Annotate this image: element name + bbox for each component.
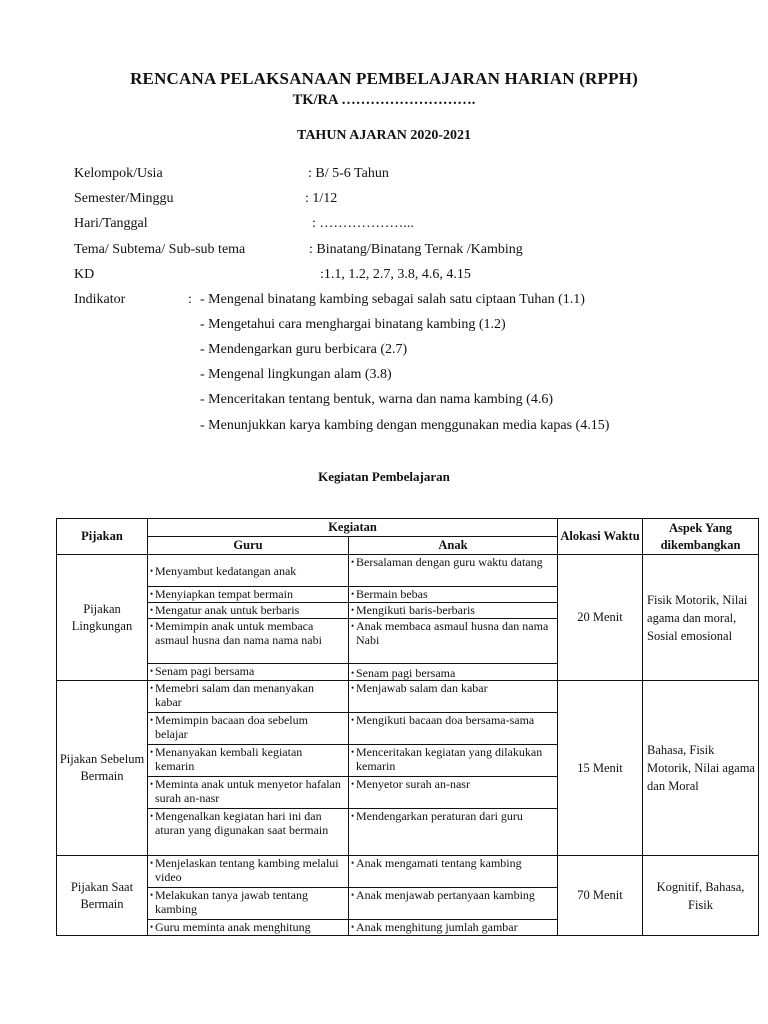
guru-activity: • Melakukan tanya jawab tentang kambing — [148, 888, 349, 920]
section-aspek: Fisik Motorik, Nilai agama dan moral, Sosial emosional — [643, 555, 759, 681]
section-title: Kegiatan Pembelajaran — [318, 469, 450, 484]
info-label: Indikator — [74, 292, 126, 307]
guru-activity: • Menjelaskan tentang kambing melalui video — [148, 856, 349, 888]
activity-table — [56, 518, 759, 936]
anak-activity: • Bermain bebas — [349, 587, 558, 603]
info-value: : — [188, 292, 192, 307]
anak-activity: • Anak membaca asmaul husna dan nama Nabi — [349, 619, 558, 664]
section-alokasi: 20 Menit — [558, 555, 643, 681]
anak-activity: • Mengikuti baris-berbaris — [349, 603, 558, 619]
header-pijakan: Pijakan — [57, 519, 148, 555]
indicator-item: - Menunjukkan karya kambing dengan menggunakan media kapas (4.15) — [200, 418, 610, 433]
section-alokasi: 70 Menit — [558, 856, 643, 936]
guru-activity: • Senam pagi bersama — [148, 664, 349, 681]
section-name: Pijakan Sebelum Bermain — [57, 681, 148, 856]
info-label: Kelompok/Usia — [74, 166, 163, 181]
indicator-item: - Mendengarkan guru berbicara (2.7) — [200, 342, 408, 357]
anak-activity: • Mendengarkan peraturan dari guru — [349, 809, 558, 856]
guru-activity: • Memimpin bacaan doa sebelum belajar — [148, 713, 349, 745]
header-anak: Anak — [349, 537, 558, 555]
guru-activity: • Guru meminta anak menghitung — [148, 920, 349, 936]
guru-activity: • Menyambut kedatangan anak — [148, 555, 349, 587]
guru-activity: • Menyiapkan tempat bermain — [148, 587, 349, 603]
header-aspek: Aspek Yang dikembangkan — [643, 519, 759, 555]
info-label: KD — [74, 267, 95, 282]
document-title: RENCANA PELAKSANAAN PEMBELAJARAN HARIAN (RPPH) — [130, 69, 638, 88]
info-label: Hari/Tanggal — [74, 216, 148, 231]
header-guru: Guru — [148, 537, 349, 555]
info-value: :1.1, 1.2, 2.7, 3.8, 4.6, 4.15 — [320, 267, 471, 282]
anak-activity: • Bersalaman dengan guru waktu datang — [349, 555, 558, 587]
guru-activity: • Memimpin anak untuk membaca asmaul husna dan nama nama nabi — [148, 619, 349, 664]
guru-activity: • Menanyakan kembali kegiatan kemarin — [148, 745, 349, 777]
anak-activity: • Menceritakan kegiatan yang dilakukan kemarin — [349, 745, 558, 777]
anak-activity: • Senam pagi bersama — [349, 664, 558, 681]
info-value: : ………………... — [312, 216, 414, 231]
document-subtitle: TK/RA ………………………. — [292, 92, 476, 108]
indicator-item: - Mengetahui cara menghargai binatang kambing (1.2) — [200, 317, 506, 332]
anak-activity: • Mengikuti bacaan doa bersama-sama — [349, 713, 558, 745]
section-aspek: Kognitif, Bahasa, Fisik — [643, 856, 759, 936]
section-alokasi: 15 Menit — [558, 681, 643, 856]
anak-activity: • Anak menghitung jumlah gambar — [349, 920, 558, 936]
guru-activity: • Memebri salam dan menanyakan kabar — [148, 681, 349, 713]
info-label: Semester/Minggu — [74, 191, 174, 206]
header-kegiatan: Kegiatan — [148, 519, 558, 537]
anak-activity: • Anak mengamati tentang kambing — [349, 856, 558, 888]
section-aspek: Bahasa, Fisik Motorik, Nilai agama dan Moral — [643, 681, 759, 856]
guru-activity: • Mengatur anak untuk berbaris — [148, 603, 349, 619]
guru-activity: • Meminta anak untuk menyetor hafalan surah an-nasr — [148, 777, 349, 809]
info-value: : 1/12 — [305, 191, 338, 206]
info-value: : Binatang/Binatang Ternak /Kambing — [309, 242, 523, 257]
indicator-item: - Mengenal binatang kambing sebagai salah satu ciptaan Tuhan (1.1) — [200, 292, 585, 307]
header-alokasi: Alokasi Waktu — [558, 519, 643, 555]
indicator-item: - Menceritakan tentang bentuk, warna dan nama kambing (4.6) — [200, 392, 553, 407]
info-label: Tema/ Subtema/ Sub-sub tema — [74, 242, 246, 257]
info-value: : B/ 5-6 Tahun — [308, 166, 389, 181]
section-name: Pijakan Saat Bermain — [57, 856, 148, 936]
academic-year: TAHUN AJARAN 2020-2021 — [297, 128, 471, 143]
guru-activity: • Mengenalkan kegiatan hari ini dan aturan yang digunakan saat bermain — [148, 809, 349, 856]
indicator-item: - Mengenal lingkungan alam (3.8) — [200, 367, 392, 382]
anak-activity: • Anak menjawab pertanyaan kambing — [349, 888, 558, 920]
section-name: Pijakan Lingkungan — [57, 555, 148, 681]
anak-activity: • Menyetor surah an-nasr — [349, 777, 558, 809]
anak-activity: • Menjawab salam dan kabar — [349, 681, 558, 713]
